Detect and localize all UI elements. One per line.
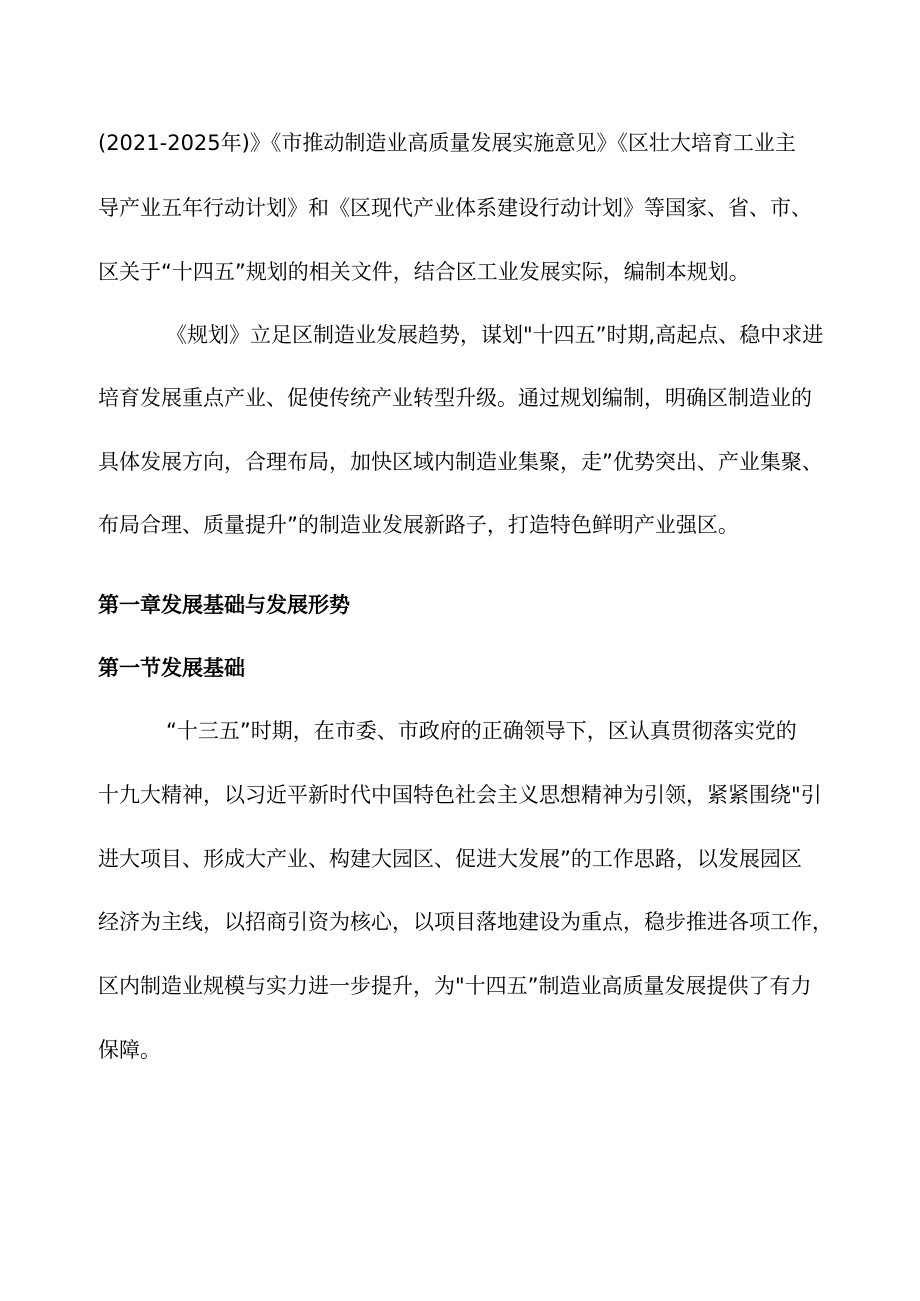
chapter-heading: 第一章发展基础与发展形势 bbox=[98, 593, 350, 617]
paragraph-3-line-2: 十九大精神，以习近平新时代中国特色社会主义思想精神为引领，紧紧围绕"引 bbox=[98, 783, 822, 807]
paragraph-2-line-2: 培育发展重点产业、促使传统产业转型升级。通过规划编制，明确区制造业的 bbox=[98, 386, 812, 410]
paragraph-2-line-4: 布局合理、质量提升”的制造业发展新路子，打造特色鲜明产业强区。 bbox=[98, 513, 739, 537]
paragraph-3-line-4: 经济为主线，以招商引资为核心，以项目落地建设为重点，稳步推进各项工作， bbox=[98, 910, 833, 934]
paragraph-1-line-2: 导产业五年行动计划》和《区现代产业体系建设行动计划》等国家、省、市、 bbox=[98, 196, 812, 220]
paragraph-1-line-1: (2021-2025年)》《市推动制造业高质量发展实施意见》《区壮大培育工业主 bbox=[98, 131, 796, 155]
paragraph-2-line-3: 具体发展方向，合理布局，加快区域内制造业集聚，走”优势突出、产业集聚、 bbox=[98, 450, 823, 474]
paragraph-3-line-6: 保障。 bbox=[98, 1038, 161, 1062]
paragraph-1-line-3: 区关于“十四五”规划的相关文件，结合区工业发展实际，编制本规划。 bbox=[98, 260, 750, 284]
paragraph-3-line-3: 进大项目、形成大产业、构建大园区、促进大发展”的工作思路，以发展园区 bbox=[98, 847, 802, 871]
paragraph-3-line-1: “十三五”时期，在市委、市政府的正确领导下，区认真贯彻落实党的 bbox=[166, 719, 797, 743]
paragraph-3-line-5: 区内制造业规模与实力进一步提升，为"十四五”制造业高质量发展提供了有力 bbox=[98, 974, 812, 998]
section-heading: 第一节发展基础 bbox=[98, 656, 245, 680]
paragraph-2-line-1: 《规划》立足区制造业发展趋势，谋划"十四五”时期,高起点、稳中求进 bbox=[166, 323, 824, 347]
